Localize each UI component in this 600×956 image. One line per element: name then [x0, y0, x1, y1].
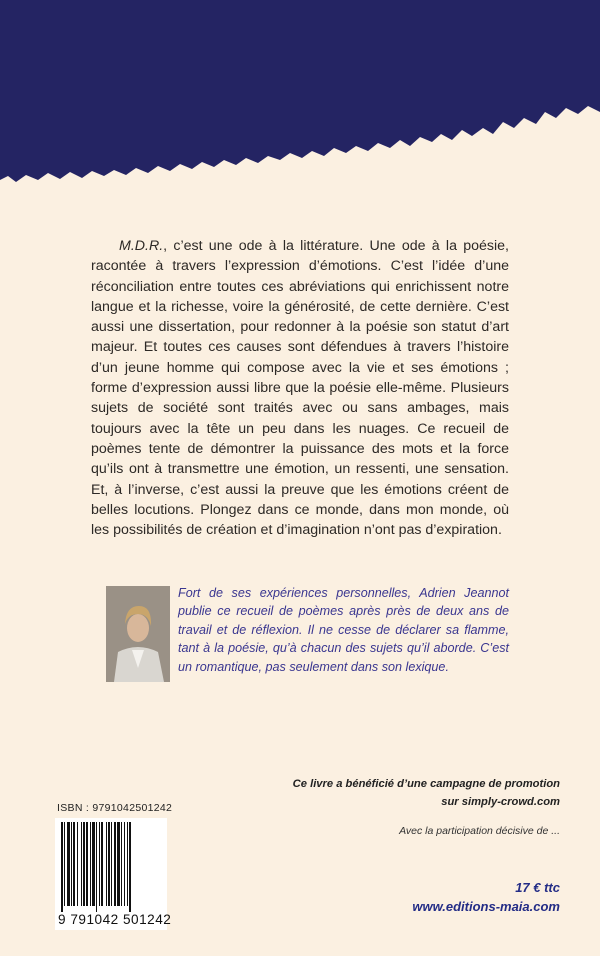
top-decorative-band: [0, 0, 600, 190]
barcode-bar: [86, 822, 88, 906]
barcode-bar: [108, 822, 110, 906]
publisher-website: www.editions-maia.com: [412, 899, 560, 914]
isbn-label: ISBN : 9791042501242: [57, 802, 173, 814]
barcode-bar: [83, 822, 85, 906]
barcode-bar: [121, 822, 122, 906]
promo-campaign-link: sur simply-crowd.com: [441, 796, 560, 808]
barcode-bar: [111, 822, 112, 906]
barcode-bar: [81, 822, 82, 906]
barcode-bar: [73, 822, 75, 906]
barcode-bar: [127, 822, 128, 906]
book-title: M.D.R.: [119, 238, 164, 254]
synopsis-text: , c’est une ode à la littérature. Une ode à la poésie, racontée à travers l’expression d’émotions. C’est l’idée d’une réconciliation entre toutes ces abréviations qui enrichissent notre langue et la richesse, voire la générosité, de cette dernière. C’est aussi une dissertation, pour redonner à la poésie son statut d’art majeur. Et toutes ces causes sont défendues à travers l’histoire d’un jeune homme qui compose avec la vie et ses émotions ; forme d’expression aussi libre que la poésie elle-même. Plusieurs sujets de société sont traités avec ou sans ambages, mais toujours avec la tête un peu dans les nuages. Ce recueil de poèmes tente de démontrer la puissance des mots et la force qu’ils ont à transmettre une émotion, un ressenti, une sensation. Et, à l’inverse, c’est aussi la preuve que les émotions créent de belles locutions. Plongez dans ce monde, dans mon monde, où les possibilités de création et d’imagination n’ont pas d’expiration.: [91, 238, 509, 539]
barcode-bar: [106, 822, 107, 906]
barcode-bar: [117, 822, 120, 906]
barcode-bar: [61, 822, 63, 912]
author-photo: [106, 586, 170, 682]
price: 17 € ttc: [515, 880, 560, 895]
torn-edge-band: [0, 0, 600, 182]
barcode-bar: [124, 822, 125, 906]
barcode-digits: 9 791042 501242: [58, 912, 172, 927]
barcode-bar: [64, 822, 65, 906]
barcode-bar: [92, 822, 95, 906]
barcode-bar: [101, 822, 103, 906]
synopsis-paragraph: [91, 236, 509, 540]
barcode-bar: [129, 822, 131, 912]
barcode-bar: [77, 822, 78, 906]
barcode-bar: [96, 822, 97, 912]
barcode-bar: [71, 822, 72, 906]
synopsis: [91, 236, 509, 540]
barcode-bar: [67, 822, 70, 906]
barcode-bar: [90, 822, 91, 906]
author-bio: Fort de ses expériences personnelles, Adrien Jeannot publie ce recueil de poèmes après près de deux ans de travail et de réflexion. Il ne cesse de déclarer sa flamme, tant à la poésie, qu’à chacun des sujets qu’il aborde. C’est un romantique, pas seulement dans son lexique.: [178, 586, 509, 674]
participation-note: Avec la participation décisive de ...: [399, 825, 560, 837]
barcode-bar: [99, 822, 100, 906]
barcode-bar: [114, 822, 116, 906]
promo-campaign-text: Ce livre a bénéficié d’une campagne de promotion: [292, 778, 560, 790]
